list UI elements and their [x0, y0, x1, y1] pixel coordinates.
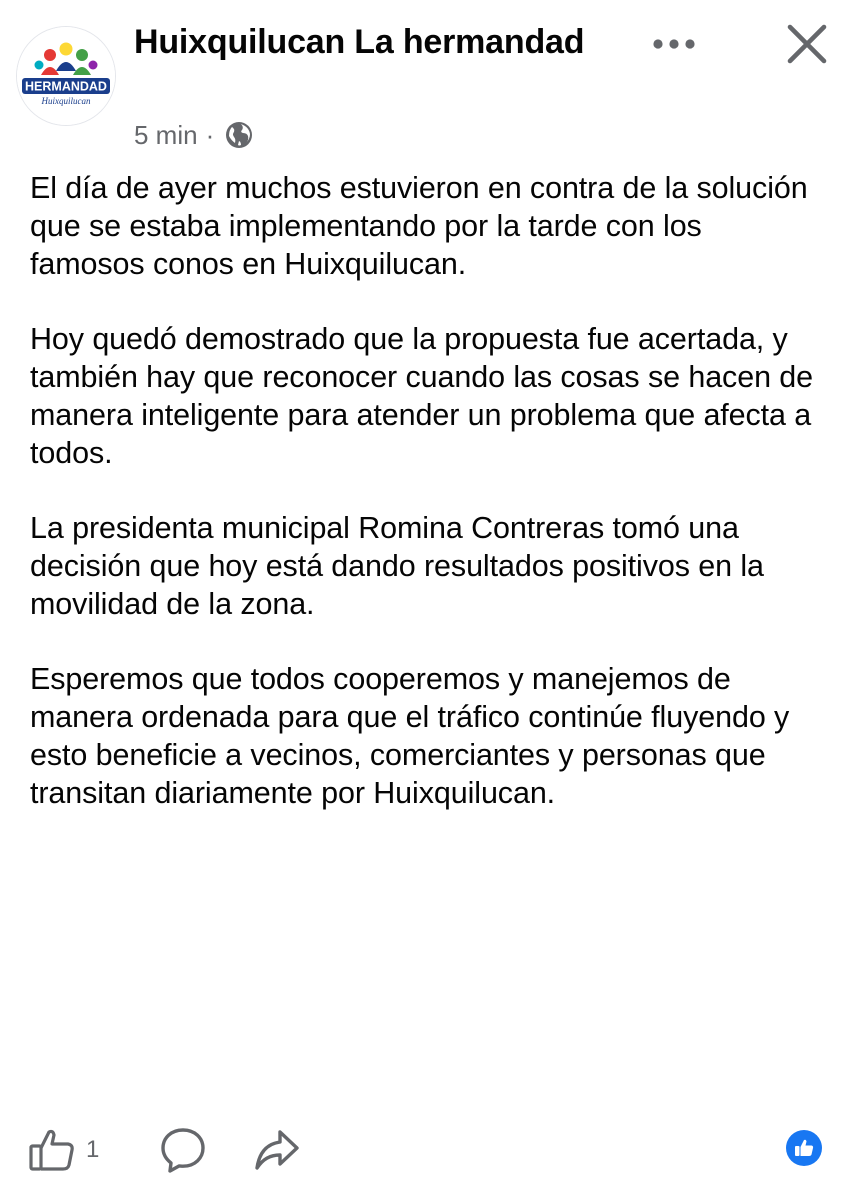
comment-button[interactable] [160, 1126, 206, 1179]
like-button[interactable] [28, 1128, 99, 1172]
like-count: 1 [86, 1136, 100, 1163]
page-avatar[interactable] [17, 27, 115, 125]
post-timestamp[interactable]: 5 min [134, 119, 198, 150]
globe-icon [224, 120, 254, 150]
thumbs-up-icon[interactable] [786, 1130, 822, 1166]
post-paragraph-2: Hoy quedó demostrado que la propuesta fue acertada, y también hay que reconocer cuando las cosas se hacen de manera inteligente para atender un problema que afecta a todos. [30, 322, 814, 470]
like-icon [28, 1128, 76, 1172]
more-horizontal-icon [650, 38, 698, 50]
post-paragraph-4: Esperemos que todos cooperemos y manejemos de manera ordenada para que el tráfico continúe fluyendo y esto beneficie a vecinos, comerciantes y personas que transitan diariamente por Huixquilucan. [30, 662, 790, 810]
post-actions-bar [0, 1122, 848, 1182]
post-paragraph-3: La presidenta municipal Romina Contreras tomó una decisión que hoy está dando resultados positivos en la movilidad de la zona. [30, 511, 764, 621]
hermandad-logo [17, 27, 115, 125]
share-icon [254, 1126, 300, 1174]
svg-text:Huixquilucan: Huixquilucan [41, 96, 91, 106]
more-options-button[interactable] [646, 24, 702, 64]
meta-separator: · [205, 119, 215, 150]
post-meta [134, 117, 254, 153]
share-button[interactable] [254, 1126, 300, 1179]
post-body [30, 170, 820, 813]
post-paragraph-1: El día de ayer muchos estuvieron en contra de la solución que se estaba implementando por la tarde con los famosos conos en Huixquilucan. [30, 171, 808, 281]
close-button[interactable] [777, 14, 837, 74]
close-icon [785, 22, 829, 66]
page-name[interactable]: Huixquilucan La hermandad [134, 23, 585, 61]
reaction-like-icon [793, 1137, 815, 1159]
svg-text:HERMANDAD: HERMANDAD [25, 79, 107, 94]
comment-icon [160, 1126, 206, 1174]
